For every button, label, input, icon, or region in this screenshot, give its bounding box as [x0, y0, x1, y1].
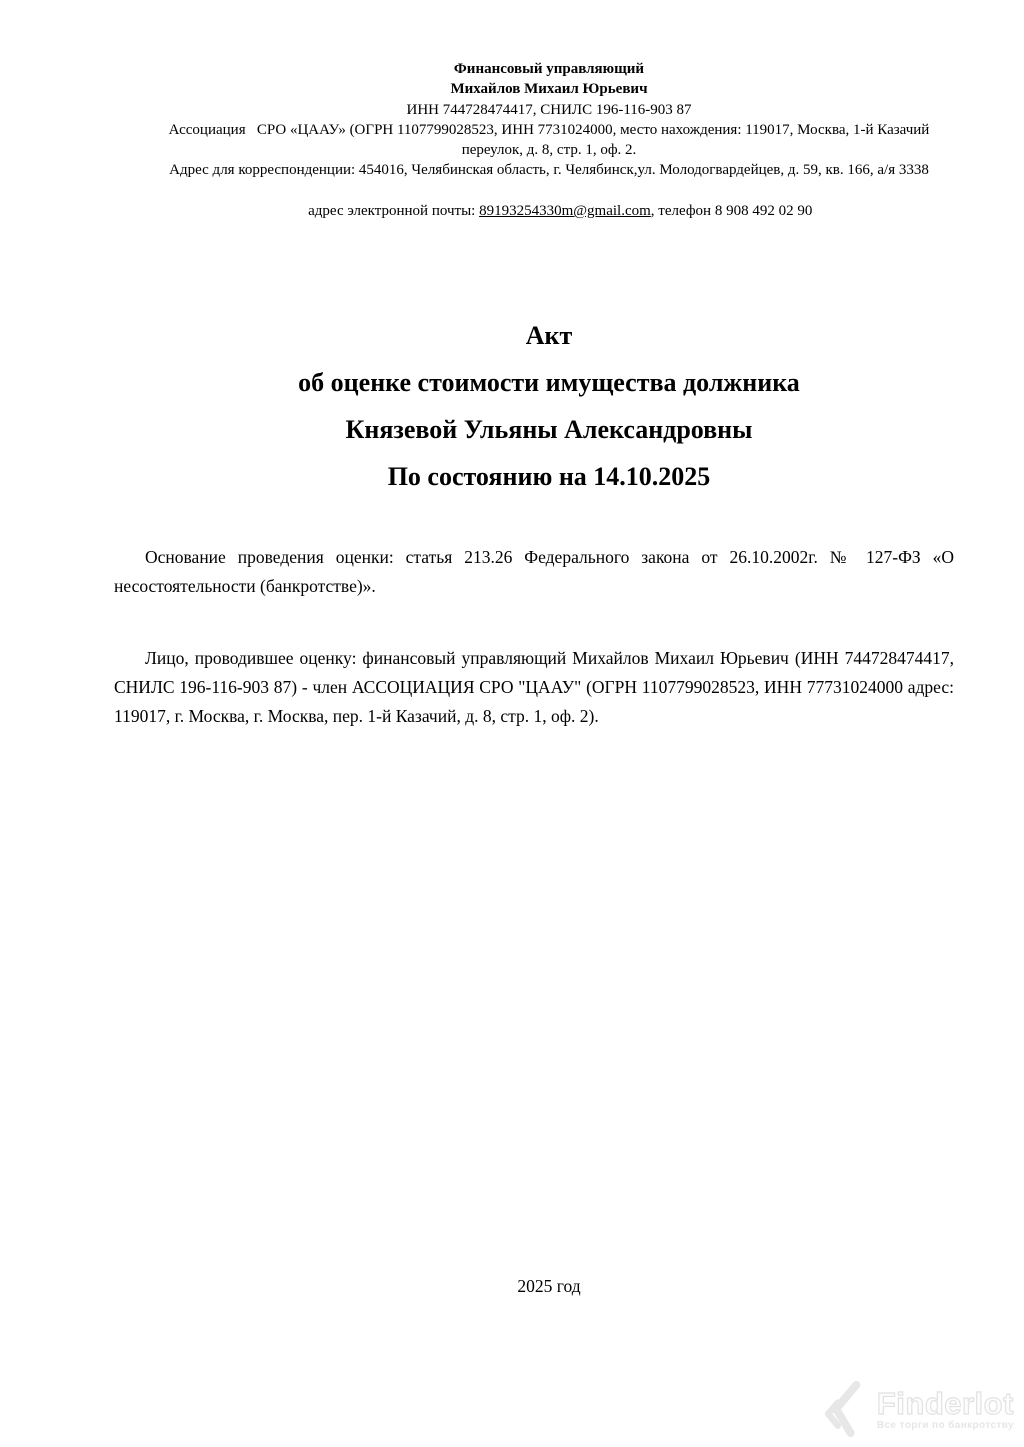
phone-label: , телефон 8 908 492 02 90 — [650, 203, 813, 220]
paragraph-appraiser-info: Лицо, проводившее оценку: финансовый управляющий Михайлов Михаил Юрьевич (ИНН 744728474417, СНИЛС 196-116-903 87) - член АССОЦИАЦИЯ СРО "ЦААУ" (ОГРН 1107799028523, ИНН 77731024000 адрес: 119017, г. Москва, г. Москва, пер. 1-й Казачий, д. 8, стр. 1, оф. 2). — [114, 648, 954, 726]
header-role: Финансовый управляющий — [453, 61, 645, 77]
header-inn-snils: ИНН 744728474417, СНИЛС 196-116-903 87 — [406, 101, 692, 118]
watermark-brand: Finderlot — [876, 1385, 1014, 1421]
header-sro-address-line-1: Ассоциация СРО «ЦААУ» (ОГРН 1107799028523, ИНН 7731024000, место нахождения: 119017, Москва, 1-й Казачий — [168, 121, 930, 138]
watermark-tagline: Все торги по банкротству — [876, 1419, 1014, 1431]
document-body — [114, 543, 954, 731]
watermark-text — [876, 1385, 1014, 1431]
header-contact-line — [108, 181, 990, 242]
header-sro-address-line-2: переулок, д. 8, стр. 1, оф. 2. — [461, 142, 637, 159]
title-debtor-name: Князевой Ульяны Александровны — [345, 415, 753, 444]
email-link[interactable]: 89193254330m@gmail.com — [479, 203, 651, 220]
document-footer — [108, 1276, 990, 1297]
email-label: адрес электронной почты: — [308, 203, 480, 220]
paragraph-valuation-basis: Основание проведения оценки: статья 213.26 Федерального закона от 26.10.2002г. № 127-ФЗ «О несостоятельности (банкротстве)». — [114, 547, 954, 596]
title-subject: об оценке стоимости имущества должника — [298, 368, 800, 397]
title-act: Акт — [525, 321, 573, 350]
finderlot-watermark — [821, 1379, 1014, 1439]
document-header — [108, 59, 990, 242]
header-manager-name: Михайлов Михаил Юрьевич — [450, 81, 648, 98]
header-postal-address: Адрес для корреспонденции: 454016, Челябинская область, г. Челябинск,ул. Молодогвардейцев, д. 59, кв. 166, а/я 3338 — [169, 162, 929, 179]
year-label: 2025 год — [517, 1276, 581, 1296]
finderlot-logo-icon — [821, 1379, 869, 1439]
title-as-of-date: По состоянию на 14.10.2025 — [387, 462, 711, 491]
document-title-block — [108, 312, 990, 500]
